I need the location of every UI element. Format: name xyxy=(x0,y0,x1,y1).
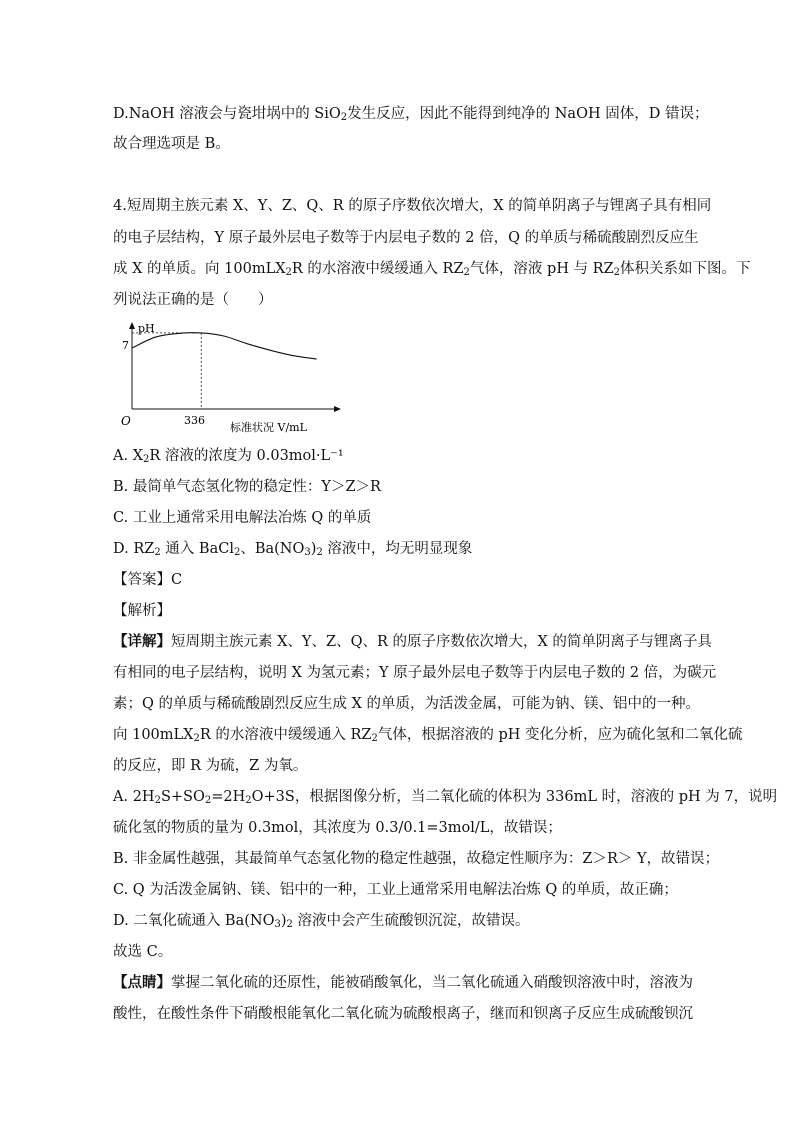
analysis-line-11: 故选 C。 xyxy=(113,944,173,960)
question-line-4: 列说法正确的是（ ） xyxy=(113,292,273,308)
option-d: D. $RZ_2$ 通入 BaCl$_2$、$Ba(NO_3)_2$ 溶液中，均无明显现象 xyxy=(113,541,473,558)
analysis-line-7: 硫化氢的物质的量为 0.3mol，其浓度为 0.3/0.1=3mol/L，故错误； xyxy=(113,820,562,836)
ph-curve-series xyxy=(132,333,317,359)
y-axis-label: pH xyxy=(138,322,155,335)
analysis-line-1: 【详解】短周期主族元素 X、Y、Z、Q、R 的原子序数依次增大，X 的简单阴离子与锂离子具 xyxy=(113,633,712,650)
option-a: A. $X_2R$ 溶液的浓度为 0.03mol·L⁻¹ xyxy=(113,448,344,465)
analysis-line-8: B. 非金属性越强，其最简单气态氢化物的稳定性越强，故稳定性顺序为：Z＞R＞ Y，故错误； xyxy=(113,851,720,867)
analysis-line-5: 的反应，即 R 为硫，Z 为氧。 xyxy=(113,758,308,774)
prev-conclusion: 故合理选项是 B。 xyxy=(113,136,230,152)
origin-label: O xyxy=(121,414,131,428)
x-axis-label: 标准状况 V/mL xyxy=(230,421,307,434)
analysis-line-4: 向 100mLX$_2$R 的水溶液中缓缓通入 $RZ_2$气体，根据溶液的 pH 变化分析，应为硫化氢和二氧化硫 xyxy=(113,727,743,744)
option-c: C. 工业上通常采用电解法冶炼 Q 的单质 xyxy=(113,510,372,526)
analysis-line-10: D. 二氧化硫通入 $Ba(NO_3)_2$ 溶液中会产生硫酸钡沉淀，故错误。 xyxy=(113,913,530,930)
analysis-line-13: 酸性，在酸性条件下硝酸根能氧化二氧化硫为硫酸根离子，继而和钡离子反应生成硫酸钡沉 xyxy=(113,1006,693,1022)
analysis-line-2: 有相同的电子层结构，说明 X 为氢元素；Y 原子最外层电子数等于内层电子数的 2 倍，为碳元 xyxy=(113,665,717,681)
question-line-3: 成 X 的单质。向 100mLX$_2$R 的水溶液中缓缓通入 $RZ_2$气体，溶液 pH 与 $RZ_2$体积关系如下图。下 xyxy=(113,261,751,278)
analysis-line-3: 素；Q 的单质与稀硫酸剧烈反应生成 X 的单质，为活泼金属，可能为钠、镁、铝中的一种。 xyxy=(113,696,701,712)
analysis-line-9: C. Q 为活泼金属钠、镁、铝中的一种，工业上通常采用电解法冶炼 Q 的单质，故正确； xyxy=(113,882,678,898)
answer: 【答案】C xyxy=(113,572,183,588)
prev-option-d: D.NaOH 溶液会与瓷坩埚中的 SiO$_2$发生反应，因此不能得到纯净的 NaOH 固体，D 错误； xyxy=(113,106,709,123)
y-axis-arrow xyxy=(129,322,135,329)
y-tick-7: 7 xyxy=(122,339,129,352)
analysis-title: 【解析】 xyxy=(113,603,171,619)
analysis-line-6: A. $2H_2S+SO_2=2H_2O+3S$，根据图像分析，当二氧化硫的体积为 336mL 时，溶液的 pH 为 7，说明 xyxy=(113,789,778,806)
analysis-line-12: 【点睛】掌握二氧化硫的还原性，能被硝酸氧化，当二氧化硫通入硝酸钡溶液中时，溶液为 xyxy=(113,974,693,991)
question-line-1: 4.短周期主族元素 X、Y、Z、Q、R 的原子序数依次增大，X 的简单阴离子与锂离子具有相同 xyxy=(113,198,712,214)
question-line-2: 的电子层结构，Y 原子最外层电子数等于内层电子数的 2 倍，Q 的单质与稀硫酸剧烈反应生 xyxy=(113,230,699,246)
x-tick-336: 336 xyxy=(184,414,205,427)
ph-volume-chart xyxy=(112,318,352,436)
option-b: B. 最简单气态氢化物的稳定性：Y＞Z＞R xyxy=(113,479,381,495)
x-axis-arrow xyxy=(334,406,341,412)
